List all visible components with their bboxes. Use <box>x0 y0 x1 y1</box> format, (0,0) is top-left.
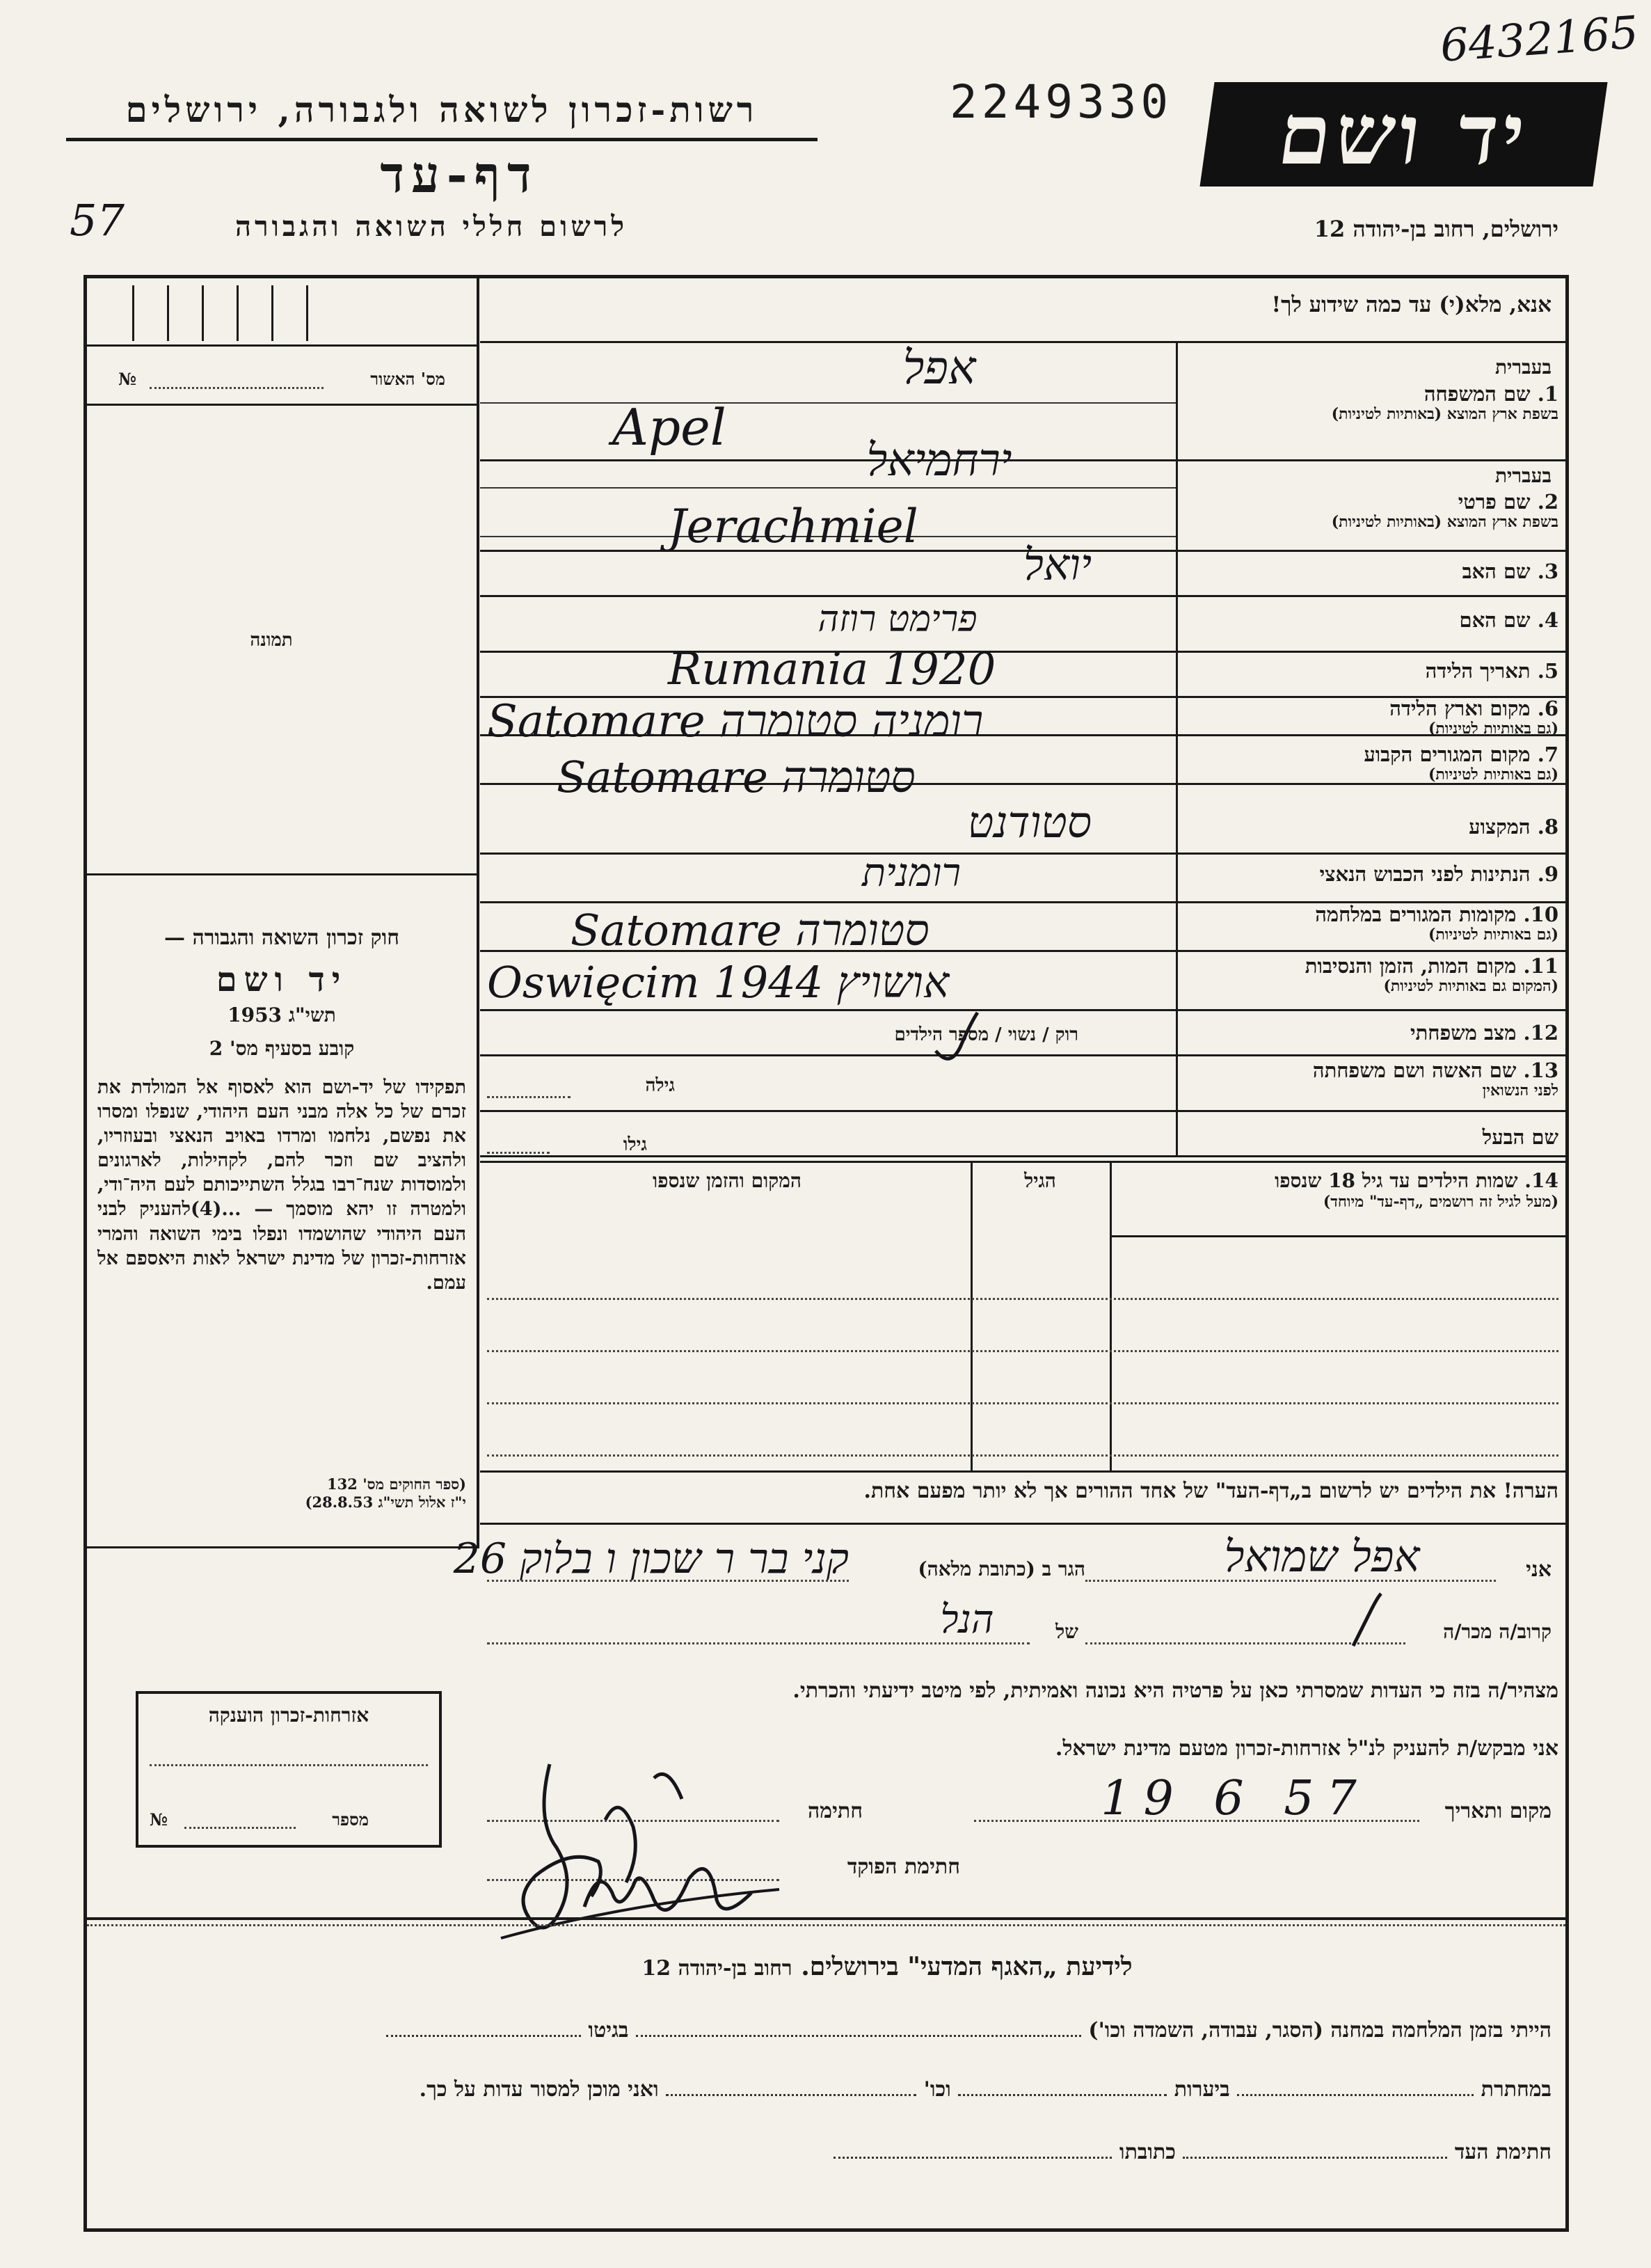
footer-line-3 <box>626 2140 1552 2164</box>
field-6-number: 6. <box>1537 697 1558 720</box>
husband-age-label: גילו <box>623 1134 647 1155</box>
field-13-age-field[interactable] <box>487 1096 571 1098</box>
footer-forests-field[interactable] <box>958 2094 1167 2096</box>
handwritten-margin-number: 57 <box>70 195 125 246</box>
husband-name-label: שם הבעל <box>1482 1125 1558 1149</box>
field-5-value[interactable]: Rumania 1920 <box>668 644 996 695</box>
signature-label: חתימה <box>808 1799 863 1823</box>
footer-etc-field[interactable] <box>666 2094 916 2096</box>
field-7-title: מקום המגורים הקבוע <box>1364 743 1531 766</box>
page-subtitle: לרשום חללי השואה והגבורה <box>234 210 628 243</box>
handwritten-top-number: 6432165 <box>1438 7 1641 72</box>
footer-ghetto-field[interactable] <box>386 2035 581 2037</box>
cert-number-field[interactable] <box>150 387 324 389</box>
labels-column-border <box>1176 341 1178 1155</box>
field-11-sub: (המקום גם באותיות לטיניות) <box>1383 977 1558 996</box>
field-13-age-label: גילה <box>645 1075 675 1096</box>
field-7-sub: (גם באותיות לטיניות) <box>1428 766 1558 784</box>
field-11-label <box>1183 955 1558 996</box>
field-11-title: מקום המות, הזמן והנסיבות <box>1305 954 1517 978</box>
left-column-border <box>477 278 479 1548</box>
field-2-label <box>1183 491 1558 532</box>
footer-address: רחוב בן-יהודה 12 <box>641 1956 792 1981</box>
field-1-hebrew-hint: בעברית <box>1494 356 1552 379</box>
address-value[interactable]: קני בר ר שכון ו בלוק 26 <box>453 1535 849 1583</box>
field-5-title: תאריך הלידה <box>1425 659 1531 683</box>
law-text: תפקידו של יד-ושם הוא לאסוף אל המולדת את זכרם של כל אלה מבני העם היהודי, שנפלו ומסרו את נפשם, נלחמו ומרדו באויב הנאצי ובעוזריו, ולהציב שם וזכר להם, לקהילות, לארגונים ולמוסדות שנח־רבו בגלל השתייכותם לעם היה־ודי, ולמטרה זו יהא מוסמך — ...(4)להעניק לבני העם היהודי שהושמדו ונפלו בימי השואה והמרי אזרחות-זכרון של מדינת ישראל לאות היאספם אל עמם. <box>97 1077 466 1294</box>
field-1-value-latin[interactable]: Apel <box>612 398 726 457</box>
field-3-number: 3. <box>1537 560 1558 583</box>
field-13-sub: לפני הנשואין <box>1482 1081 1558 1100</box>
field-6-title: מקום וארץ הלידה <box>1389 697 1531 720</box>
field-8-value[interactable]: סטודנט <box>967 797 1092 848</box>
field-13-title: שם האשה ושם משפחתה <box>1312 1058 1517 1082</box>
address-field <box>487 1580 849 1582</box>
field-3-label <box>1183 560 1558 583</box>
footer-camp-field[interactable] <box>636 2035 1081 2037</box>
footer-line-2 <box>97 2077 1552 2102</box>
field-2-sub: בשפת ארץ המוצא (באותיות לטיניות) <box>1331 513 1558 532</box>
cert-number-sign: № <box>118 369 137 389</box>
field-9-label <box>1183 863 1558 886</box>
field-12-strike-mark <box>929 1009 984 1072</box>
footer-forests-label: ביערות <box>1174 2077 1230 2102</box>
law-reference-book: (ספר החוקים מס' 132 <box>327 1475 466 1493</box>
footer-testify-text: ואני מוכן למסור עדות על כך. <box>419 2077 659 2102</box>
field-11-value[interactable]: Oswięcim אושויץ 1944 <box>487 957 950 1008</box>
footer-line-1 <box>97 2018 1552 2043</box>
field-13-number: 13. <box>1523 1058 1558 1082</box>
photo-divider <box>87 873 477 875</box>
declaration-text: מצהיר/ה בזה כי העדות שמסרתי כאן על פרטיה היא נכונה ואמיתית, לפי מיטב ידיעתי והכרתי. <box>792 1679 1558 1703</box>
field-1-label <box>1183 383 1558 424</box>
children-col-age-border <box>971 1161 973 1470</box>
children-row-4[interactable] <box>487 1454 1558 1457</box>
field-2-value-latin[interactable]: Jerachmiel <box>668 500 918 553</box>
field-1-sub: בשפת ארץ המוצא (באותיות לטיניות) <box>1331 405 1558 424</box>
field-8-label <box>1183 816 1558 839</box>
field-9-value[interactable]: רומנית <box>861 850 962 896</box>
form-instruction: אנא, מלא(י) עד כמה שידוע לך! <box>1271 292 1552 317</box>
field-10-number: 10. <box>1523 903 1558 926</box>
relation-label: קרוב/ה מכר/ה <box>1443 1620 1552 1643</box>
children-row-2[interactable] <box>487 1350 1558 1352</box>
address-label: הגר ב (כתובת מלאה) <box>918 1557 1085 1580</box>
children-sub: (מעל לגיל זה רושמים „דף-עד" מיוחד) <box>1323 1193 1558 1211</box>
law-year-hebrew: תשי"ג <box>288 1004 336 1026</box>
field-4-label <box>1183 609 1558 632</box>
field-12-label <box>1183 1022 1558 1045</box>
footer-camp-types: (הסגר, עבודה, השמדה וכו') <box>1088 2018 1323 2043</box>
photo-label: תמונה <box>250 630 293 651</box>
yad-vashem-logo: יד ושם <box>1199 82 1607 187</box>
field-8-number: 8. <box>1537 815 1558 839</box>
field-3-title: שם האב <box>1462 560 1531 583</box>
relation-of-field <box>487 1642 1030 1644</box>
law-year: 1953 <box>228 1004 282 1026</box>
award-box-no-label: מספר <box>332 1809 369 1830</box>
footer-witness-address-field[interactable] <box>834 2157 1112 2159</box>
field-12-options[interactable]: רוק / נשוי / מספר הילדים <box>894 1024 1078 1045</box>
footer-witness-signature-field[interactable] <box>1183 2157 1447 2159</box>
field-4-number: 4. <box>1537 608 1558 632</box>
field-2-value-hebrew[interactable]: ירחמיאל <box>866 435 1012 486</box>
field-2-number: 2. <box>1537 490 1558 514</box>
law-year-line <box>101 1004 463 1027</box>
field-12-title: מצב משפחתי <box>1410 1021 1517 1045</box>
field-1-title: שם המשפחה <box>1423 382 1531 406</box>
header-address: ירושלים, רחוב בן-יהודה 12 <box>1314 216 1558 242</box>
place-date-value[interactable]: 19 6 57 <box>1101 1771 1369 1826</box>
cert-boxes <box>97 285 473 341</box>
footer-dotted-divider <box>87 1924 1565 1926</box>
children-col-name-border <box>1110 1161 1112 1470</box>
declarant-name[interactable]: אפל שמואל <box>1224 1531 1420 1582</box>
law-name: יד ושם <box>216 960 348 999</box>
official-signature-label: חתימת הפוקד <box>847 1855 960 1879</box>
children-number: 14. <box>1524 1169 1558 1192</box>
declarant-label: אני <box>1526 1557 1552 1582</box>
field-1-number: 1. <box>1537 382 1558 406</box>
footer-title-line <box>529 1952 1245 1981</box>
footer-witness-address-label: כתובתו <box>1119 2140 1176 2164</box>
field-7-number: 7. <box>1537 743 1558 766</box>
declarant-name-field <box>1085 1580 1496 1582</box>
relation-strike-mark <box>1346 1590 1388 1653</box>
field-10-sub: (גם באותיות לטיניות) <box>1428 926 1558 944</box>
award-box-line-1 <box>150 1764 428 1766</box>
cert-box-divider <box>87 344 477 347</box>
page-title: דף-עד <box>380 145 539 204</box>
relation-of-label: של <box>1055 1620 1078 1643</box>
field-11-number: 11. <box>1523 954 1558 978</box>
children-row-3[interactable] <box>487 1402 1558 1404</box>
field-5-label <box>1183 660 1558 683</box>
children-col-age: הגיל <box>1024 1169 1056 1192</box>
footer-title: לידיעת „האגף המדעי" בירושלים. <box>801 1952 1133 1981</box>
cert-number-label: מס' האשור <box>370 369 445 389</box>
footer-etc-label: וכו' <box>923 2077 951 2102</box>
note-row-bottom <box>480 1523 1565 1525</box>
field-13-label <box>1183 1059 1558 1100</box>
footer-ghetto-label: בגיטו <box>588 2018 629 2043</box>
award-box-no-sign: № <box>150 1809 168 1830</box>
field-1-value-hebrew[interactable]: אפל <box>902 341 976 395</box>
field-4-value[interactable]: פרימט רוזה <box>817 598 978 640</box>
org-underline <box>66 138 817 141</box>
org-name: רשות-זכרון לשואה ולגבורה, ירושלים <box>125 89 758 130</box>
field-7-value[interactable]: Satomare סטומרה <box>557 752 916 802</box>
field-6-value[interactable]: Satomare רומניה סטומרה <box>487 696 984 747</box>
field-3-value[interactable]: יואל <box>1023 539 1092 590</box>
field-6-sub: (גם באותיות לטיניות) <box>1428 720 1558 738</box>
law-clause: קובע בסעיף מס' 2 <box>209 1037 355 1060</box>
field-4-title: שם האם <box>1459 608 1531 632</box>
field-5-number: 5. <box>1537 659 1558 683</box>
children-label <box>1117 1169 1558 1211</box>
children-title: שמות הילדים עד גיל 18 שנספו <box>1275 1169 1518 1192</box>
children-row-1[interactable] <box>487 1298 1558 1300</box>
field-12-number: 12. <box>1523 1021 1558 1045</box>
footer-divider <box>87 1917 1565 1920</box>
field-6-label <box>1183 697 1558 738</box>
husband-age-field[interactable] <box>487 1152 550 1154</box>
law-reference-date: י"ז אלול תשי"ג 28.8.53) <box>305 1493 466 1511</box>
footer-camp-label: הייתי בזמן המלחמה במחנה <box>1330 2018 1552 2043</box>
place-date-label: מקום ותאריך <box>1444 1799 1552 1823</box>
award-box-title: אזרחות-זכרון הוענקה <box>208 1704 369 1727</box>
footer-witness-signature-label: חתימת העד <box>1454 2140 1552 2164</box>
cert-row-divider <box>87 404 477 406</box>
field-9-title: הנתינות לפני הכבוש הנאצי <box>1319 862 1531 886</box>
field-8-title: המקצוע <box>1469 815 1531 839</box>
field-10-value[interactable]: Satomare סטומרה <box>571 905 930 955</box>
law-reference <box>97 1475 466 1512</box>
law-title: חוק זכרון השואה והגבורה — <box>164 926 399 950</box>
field-7-label <box>1183 743 1558 784</box>
footer-underground-field[interactable] <box>1237 2094 1474 2096</box>
field-2-hebrew-hint: בעברית <box>1494 464 1552 487</box>
award-box-no-field[interactable] <box>184 1827 296 1829</box>
children-col-place: המקום והזמן שנספו <box>653 1169 801 1192</box>
husband-row-bottom <box>480 1155 1565 1157</box>
relation-value[interactable]: הנל <box>940 1597 994 1642</box>
field-10-label <box>1183 903 1558 944</box>
field-2-title: שם פרטי <box>1458 490 1531 514</box>
field-9-number: 9. <box>1537 862 1558 886</box>
request-text: אני מבקש/ת להעניק לנ"ל אזרחות-זכרון מטעם מדינת ישראל. <box>1055 1736 1558 1761</box>
footer-underground-label: במחתרת <box>1481 2077 1552 2102</box>
place-date-field <box>974 1820 1419 1822</box>
field-10-title: מקומות המגורים במלחמה <box>1315 903 1517 926</box>
document-number: 2249330 <box>950 75 1173 129</box>
children-note: הערה! את הילדים יש לרשום ב„דף-העד" של אחד ההורים אך לא יותר מפעם אחת. <box>863 1479 1558 1503</box>
